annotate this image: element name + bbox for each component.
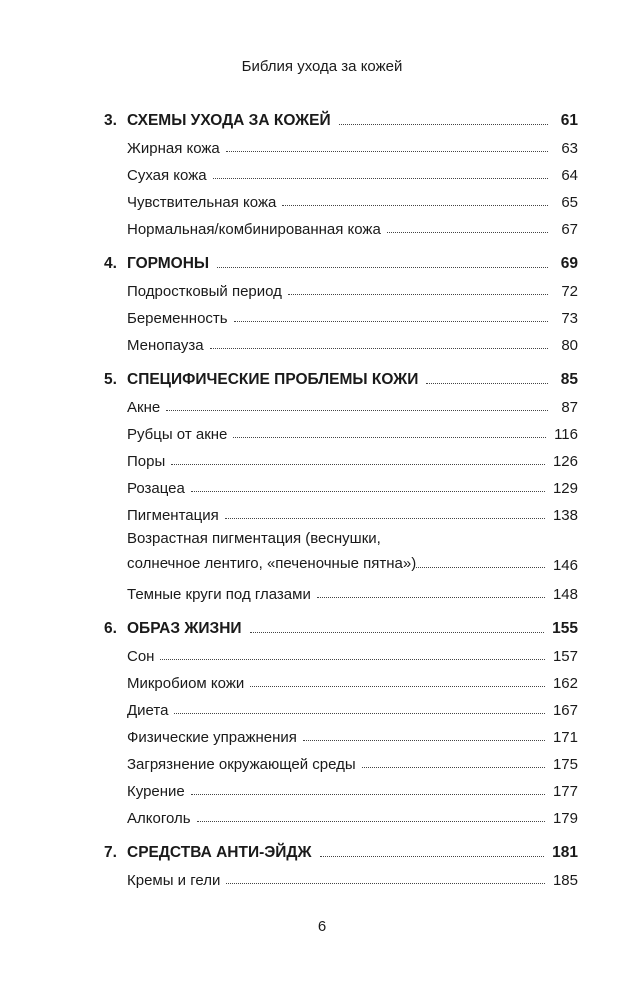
entry-title: Микробиом кожи <box>127 675 245 692</box>
entry-title: Алкоголь <box>127 810 191 827</box>
entry-title: Курение <box>127 783 185 800</box>
page-number: 146 <box>552 557 578 574</box>
toc-entry[interactable] <box>104 746 578 773</box>
chapter-7 <box>104 835 578 889</box>
chapter-heading[interactable] <box>104 246 578 273</box>
chapter-heading[interactable] <box>104 103 578 130</box>
toc-entry[interactable] <box>104 130 578 157</box>
chapter-number: 5. <box>104 371 117 388</box>
toc-entry[interactable] <box>104 416 578 443</box>
entry-title: Диета <box>127 702 169 719</box>
leader-dots <box>191 794 545 795</box>
entry-title-line-2: солнечное лентиго, «печеночные пятна») <box>127 555 417 572</box>
leader-dots <box>160 659 545 660</box>
toc-entry[interactable] <box>104 300 578 327</box>
entry-title: Загрязнение окружающей среды <box>127 756 356 773</box>
toc-entry[interactable] <box>104 211 578 238</box>
toc-entry[interactable] <box>104 719 578 746</box>
entry-title: Нормальная/комбинированная кожа <box>127 221 381 238</box>
page-number: 148 <box>552 586 578 603</box>
chapter-title: ГОРМОНЫ <box>127 255 210 272</box>
leader-dots <box>416 567 545 568</box>
toc-entry[interactable] <box>104 665 578 692</box>
page-number: 72 <box>561 283 578 300</box>
page-number: 80 <box>561 337 578 354</box>
leader-dots <box>197 821 545 822</box>
chapter-6 <box>104 611 578 827</box>
table-of-contents <box>104 103 578 897</box>
chapter-number: 4. <box>104 255 117 272</box>
chapter-title: СХЕМЫ УХОДА ЗА КОЖЕЙ <box>127 112 331 129</box>
page-number: 155 <box>552 620 578 637</box>
entry-title: Розацеа <box>127 480 185 497</box>
entry-title: Сон <box>127 648 155 665</box>
page-number: 181 <box>552 844 578 861</box>
entry-title: Беременность <box>127 310 228 327</box>
page-number: 67 <box>561 221 578 238</box>
leader-dots <box>210 348 548 349</box>
leader-dots <box>225 518 545 519</box>
toc-entry[interactable] <box>104 773 578 800</box>
toc-entry-multiline[interactable] <box>104 524 578 576</box>
page-number: 162 <box>552 675 578 692</box>
page-number: 157 <box>552 648 578 665</box>
leader-dots <box>320 856 545 857</box>
entry-title: Чувствительная кожа <box>127 194 277 211</box>
chapter-heading[interactable] <box>104 835 578 862</box>
page-number: 185 <box>552 872 578 889</box>
toc-entry[interactable] <box>104 470 578 497</box>
entry-title: Акне <box>127 399 161 416</box>
leader-dots <box>191 491 545 492</box>
chapter-title: ОБРАЗ ЖИЗНИ <box>127 620 242 637</box>
leader-dots <box>217 267 548 268</box>
chapter-title: СПЕЦИФИЧЕСКИЕ ПРОБЛЕМЫ КОЖИ <box>127 371 419 388</box>
entry-title-line-1: Возрастная пигментация (веснушки, <box>127 530 381 547</box>
entry-title: Поры <box>127 453 166 470</box>
toc-entry[interactable] <box>104 327 578 354</box>
leader-dots <box>317 597 545 598</box>
entry-title: Пигментация <box>127 507 219 524</box>
page-number: 69 <box>560 255 578 272</box>
page-number: 179 <box>552 810 578 827</box>
entry-title: Менопауза <box>127 337 204 354</box>
entry-title: Подростковый период <box>127 283 282 300</box>
chapter-4 <box>104 246 578 354</box>
page-number: 61 <box>560 112 578 129</box>
leader-dots <box>250 686 545 687</box>
page-number: 177 <box>552 783 578 800</box>
toc-entry[interactable] <box>104 184 578 211</box>
chapter-5 <box>104 362 578 603</box>
leader-dots <box>166 410 548 411</box>
toc-entry[interactable] <box>104 157 578 184</box>
leader-dots <box>171 464 545 465</box>
page-number: 129 <box>552 480 578 497</box>
leader-dots <box>362 767 545 768</box>
chapter-number: 3. <box>104 112 117 129</box>
toc-entry[interactable] <box>104 443 578 470</box>
page-number: 138 <box>552 507 578 524</box>
entry-title <box>127 524 416 576</box>
page-folio: 6 <box>317 918 327 935</box>
page-number: 63 <box>561 140 578 157</box>
page-number: 87 <box>561 399 578 416</box>
leader-dots <box>387 232 548 233</box>
chapter-number: 7. <box>104 844 117 861</box>
leader-dots <box>234 321 548 322</box>
leader-dots <box>288 294 548 295</box>
leader-dots <box>250 632 545 633</box>
leader-dots <box>174 713 545 714</box>
leader-dots <box>282 205 548 206</box>
page-number: 171 <box>552 729 578 746</box>
chapter-number: 6. <box>104 620 117 637</box>
page-number: 126 <box>552 453 578 470</box>
leader-dots <box>226 883 545 884</box>
leader-dots <box>303 740 545 741</box>
toc-entry[interactable] <box>104 862 578 889</box>
toc-entry[interactable] <box>104 692 578 719</box>
entry-title: Темные круги под глазами <box>127 586 311 603</box>
page-number: 64 <box>561 167 578 184</box>
entry-title: Физические упражнения <box>127 729 297 746</box>
leader-dots <box>426 383 548 384</box>
page-number: 65 <box>561 194 578 211</box>
toc-entry[interactable] <box>104 389 578 416</box>
leader-dots <box>339 124 548 125</box>
toc-entry[interactable] <box>104 638 578 665</box>
page-number: 73 <box>561 310 578 327</box>
chapter-heading[interactable] <box>104 362 578 389</box>
entry-title: Сухая кожа <box>127 167 207 184</box>
entry-title: Кремы и гели <box>127 872 221 889</box>
page-number: 167 <box>552 702 578 719</box>
page-number: 116 <box>554 426 578 443</box>
page-number: 85 <box>560 371 578 388</box>
toc-entry[interactable] <box>104 497 578 524</box>
page-number: 175 <box>552 756 578 773</box>
entry-title: Жирная кожа <box>127 140 220 157</box>
toc-entry[interactable] <box>104 800 578 827</box>
chapter-3 <box>104 103 578 238</box>
entry-title: Рубцы от акне <box>127 426 228 443</box>
leader-dots <box>226 151 548 152</box>
toc-entry[interactable] <box>104 273 578 300</box>
toc-entry[interactable] <box>104 576 578 603</box>
leader-dots <box>213 178 548 179</box>
chapter-heading[interactable] <box>104 611 578 638</box>
running-head: Библия ухода за кожей <box>241 58 403 75</box>
leader-dots <box>233 437 546 438</box>
chapter-title: СРЕДСТВА АНТИ-ЭЙДЖ <box>127 844 312 861</box>
